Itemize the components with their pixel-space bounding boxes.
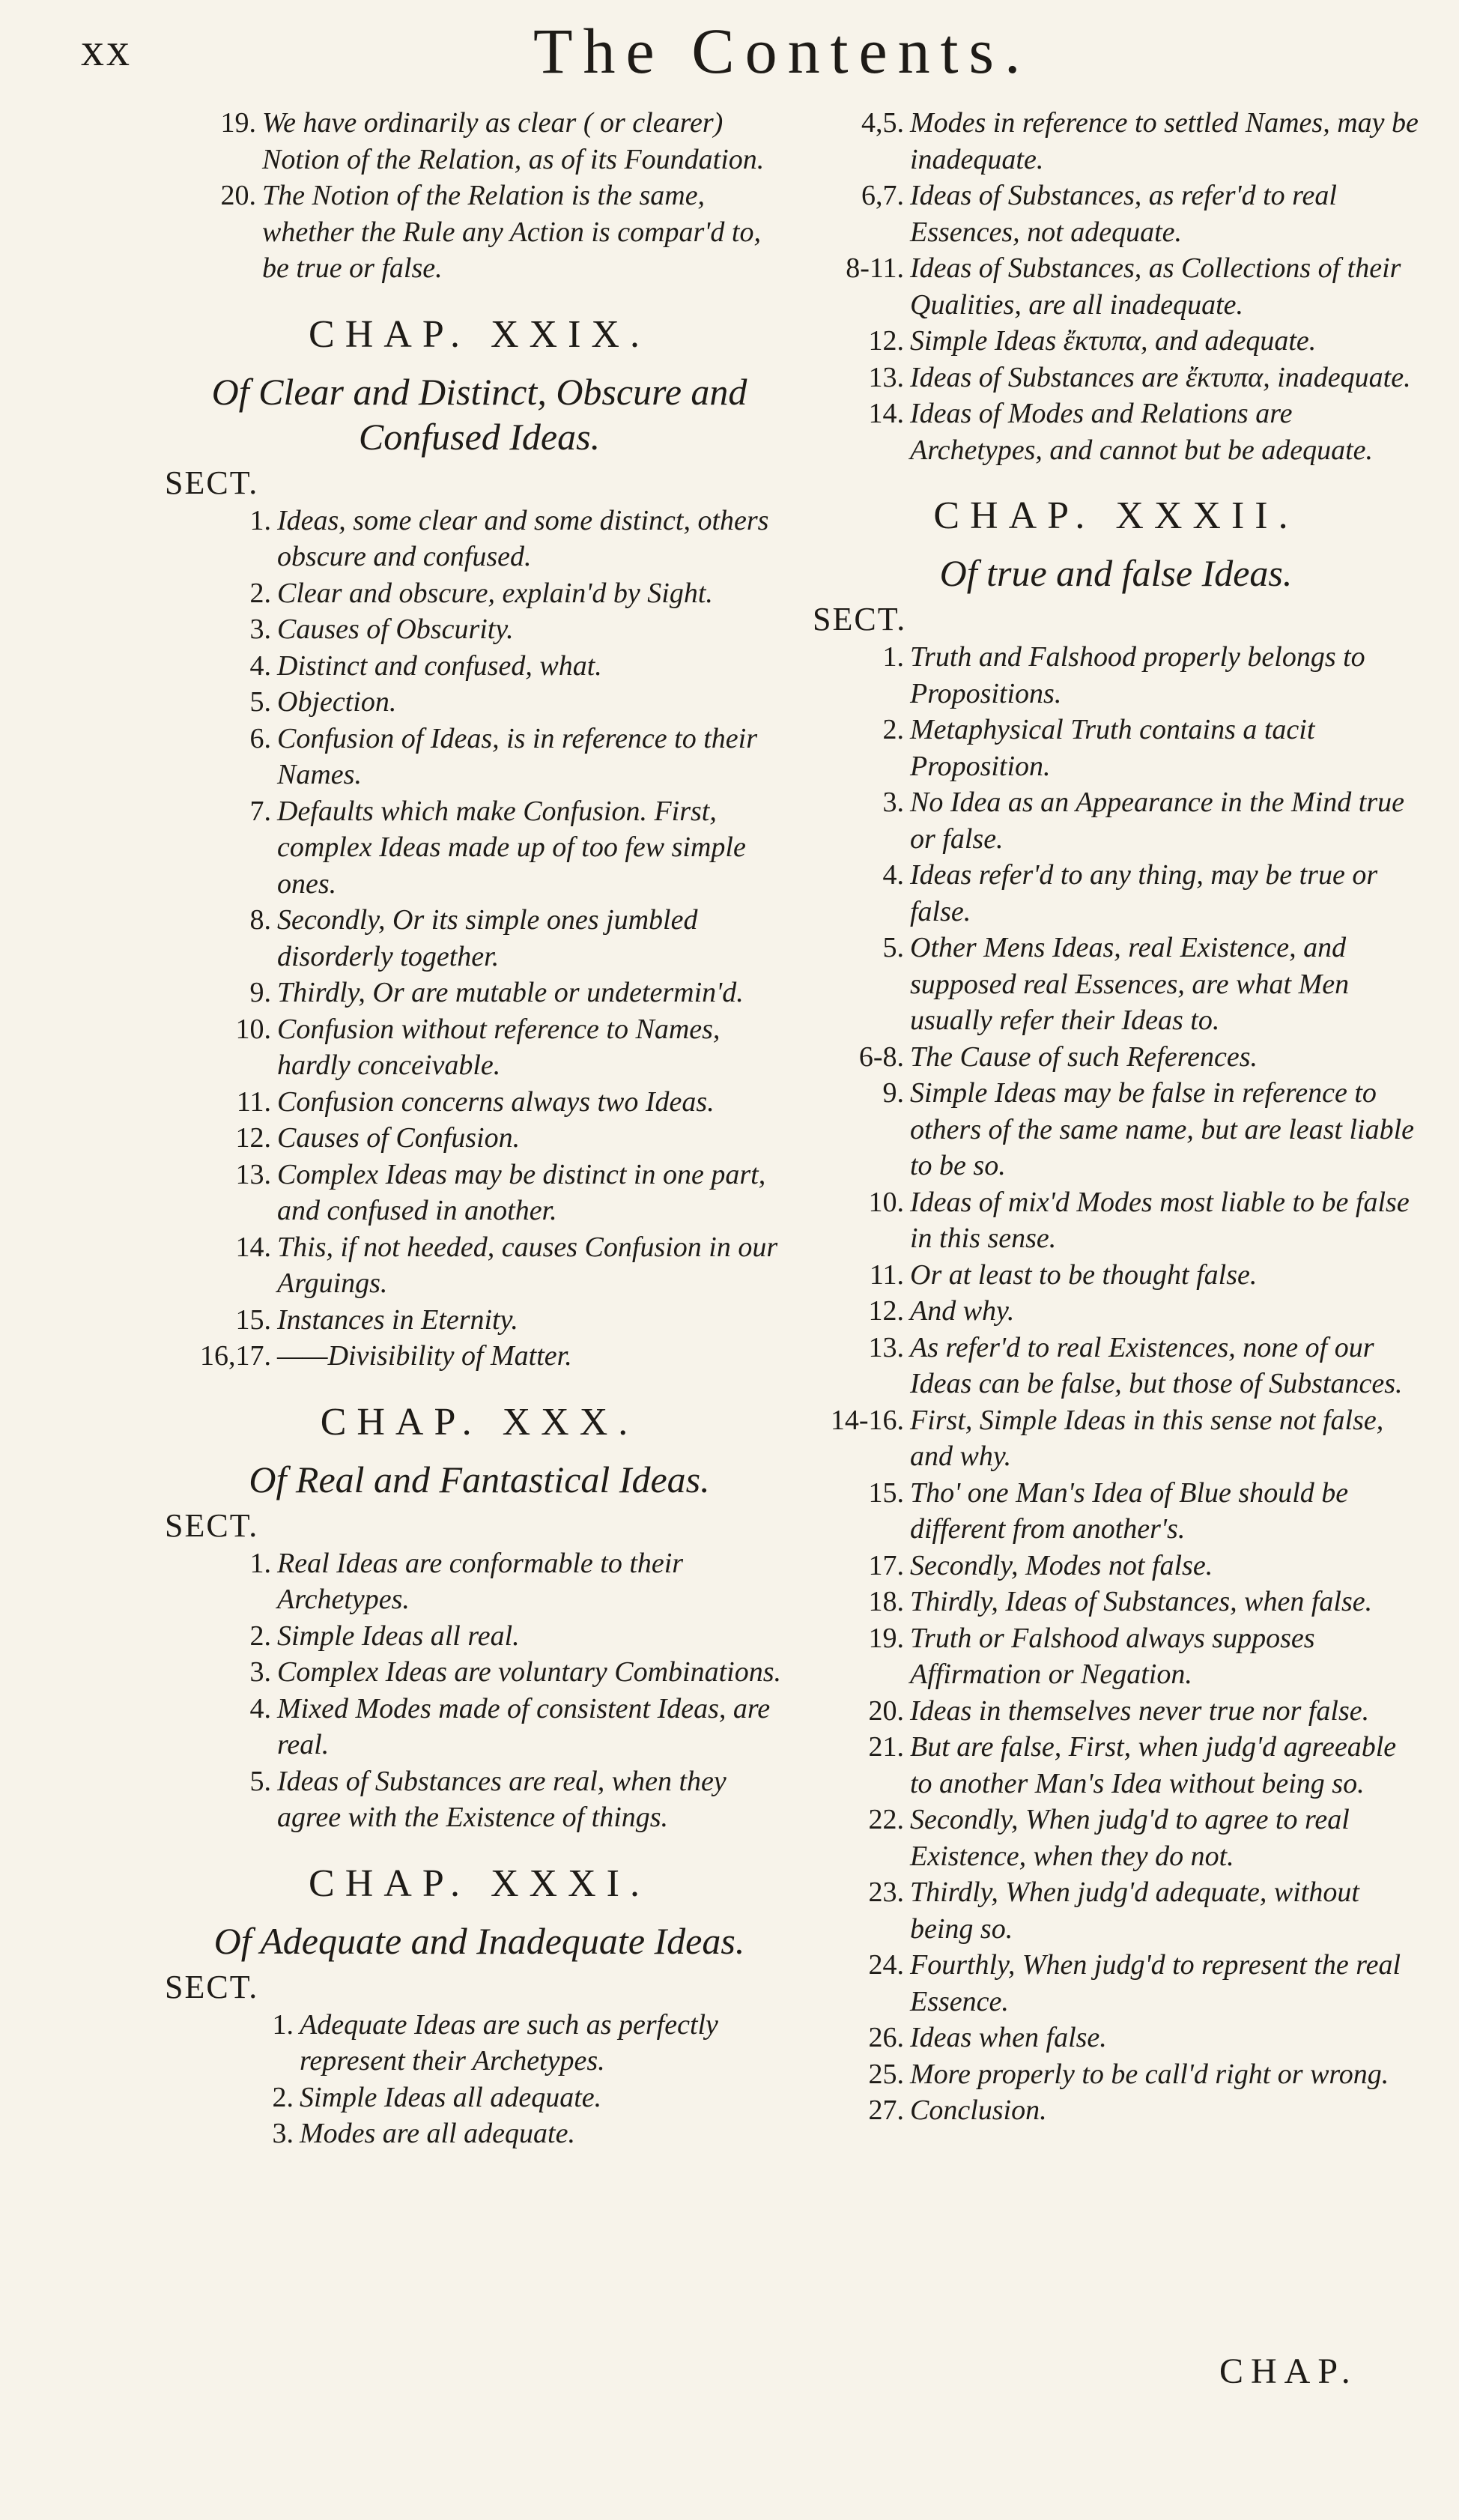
chapter-heading: CHAP. XXXII.	[933, 494, 1299, 537]
catchword: CHAP.	[1219, 2351, 1358, 2391]
toc-entry: 12. Simple Ideas ἔκτυπα, and adequate.	[868, 325, 1317, 357]
toc-entry: 13. Ideas of Substances are ἔκτυπα, inadequate.	[868, 361, 1411, 393]
toc-entry: 12. Causes of Confusion.	[235, 1122, 521, 1154]
toc-entry: 9. Thirdly, Or are mutable or undetermin'd.	[249, 977, 744, 1008]
toc-entry: 4. Ideas refer'd to any thing, may be true or false.	[882, 859, 1378, 927]
toc-entry: 3. Causes of Obscurity.	[249, 614, 514, 645]
toc-entry: 17. Secondly, Modes not false.	[868, 1549, 1213, 1581]
toc-entry: 7. Defaults which make Confusion. First, complex Ideas made up of too few simple ones.	[249, 795, 746, 900]
toc-entry: 1. Ideas, some clear and some distinct, others obscure and confused.	[249, 504, 769, 572]
chapter-29	[165, 311, 794, 1375]
chapter-28-continuation	[195, 105, 794, 287]
toc-entry: 10. Ideas of mix'd Modes most liable to be false in this sense.	[868, 1186, 1410, 1254]
toc-entry: 8-11. Ideas of Substances, as Collections of their Qualities, are all inadequate.	[846, 252, 1401, 321]
toc-entry: 6,7. Ideas of Substances, as refer'd to real Essences, not adequate.	[861, 180, 1337, 248]
toc-entry: 15. Tho' one Man's Idea of Blue should be different from another's.	[868, 1476, 1349, 1545]
toc-entry: 25. More properly to be call'd right or wrong.	[868, 2058, 1389, 2090]
toc-entry: 23. Thirdly, When judg'd adequate, without being so.	[868, 1877, 1359, 1945]
sect-label: SECT.	[165, 1506, 259, 1544]
page-number: xx	[81, 25, 132, 76]
toc-entry: 14-16. First, Simple Ideas in this sense not false, and why.	[830, 1404, 1384, 1472]
toc-entry: 2. Simple Ideas all real.	[249, 1620, 520, 1652]
sect-label: SECT.	[165, 464, 259, 501]
toc-entry: 9. Simple Ideas may be false in reference to others of the same name, but are least liable to be so.	[882, 1077, 1414, 1181]
toc-entry: 24. Fourthly, When judg'd to represent the real Essence.	[868, 1949, 1401, 2017]
toc-entry: 19. We have ordinarily as clear ( or clearer) Notion of the Relation, as of its Foundation.	[220, 107, 765, 175]
toc-entry: 1. Truth and Falshood properly belongs to Propositions.	[882, 641, 1365, 709]
toc-entry: 15. Instances in Eternity.	[235, 1303, 518, 1336]
chapter-title: Of true and false Ideas.	[939, 552, 1293, 594]
toc-entry: 6-8. The Cause of such References.	[858, 1041, 1258, 1073]
toc-entry: 20. Ideas in themselves never true nor false.	[868, 1694, 1370, 1727]
toc-entry: 10. Confusion without reference to Names, hardly conceivable.	[235, 1013, 721, 1081]
toc-entry: 5. Objection.	[249, 686, 397, 718]
toc-entry: 18. Thirdly, Ideas of Substances, when false.	[868, 1586, 1373, 1617]
chapter-title: Of Real and Fantastical Ideas.	[249, 1458, 710, 1500]
toc-entry: 26. Ideas when false.	[868, 2022, 1107, 2053]
chapter-title: Of Clear and Distinct, Obscure and Confused Ideas.	[211, 370, 747, 458]
toc-entry: 14. Ideas of Modes and Relations are Archetypes, and cannot but be adequate.	[868, 398, 1374, 466]
toc-entry: 5. Ideas of Substances are real, when they agree with the Existence of things.	[249, 1765, 727, 1833]
toc-entry: 5. Other Mens Ideas, real Existence, and supposed real Essences, are what Men usually refer their Ideas to.	[882, 932, 1350, 1036]
sect-label: SECT.	[165, 1968, 259, 2005]
toc-entry: 22. Secondly, When judg'd to agree to real Existence, when they do not.	[868, 1804, 1350, 1872]
toc-entry: 14. This, if not heeded, causes Confusion in our Arguings.	[235, 1231, 778, 1299]
toc-entry: 2. Clear and obscure, explain'd by Sight.	[249, 577, 713, 609]
chapter-heading: CHAP. XXX.	[320, 1400, 639, 1444]
toc-entry: 8. Secondly, Or its simple ones jumbled disorderly together.	[249, 904, 698, 972]
toc-entry: 20. The Notion of the Relation is the same, whether the Rule any Action is compar'd to, be true or false.	[220, 180, 761, 284]
toc-entry: 1. Real Ideas are conformable to their Archetypes.	[249, 1547, 684, 1615]
chapter-32	[813, 492, 1419, 2129]
toc-entry: 2. Metaphysical Truth contains a tacit Proposition.	[882, 714, 1315, 782]
chapter-30	[165, 1399, 794, 1836]
right-column	[813, 105, 1419, 2129]
toc-entry: 21. But are false, First, when judg'd agreeable to another Man's Idea without being so.	[868, 1731, 1397, 1799]
chapter-title: Of Adequate and Inadequate Ideas.	[213, 1919, 745, 1962]
toc-entry: 4,5. Modes in reference to settled Names, may be inadequate.	[861, 107, 1419, 175]
toc-entry: 3. No Idea as an Appearance in the Mind true or false.	[882, 787, 1404, 855]
toc-entry: 19. Truth or Falshood always supposes Affirmation or Negation.	[868, 1622, 1315, 1690]
toc-entry: 12. And why.	[868, 1295, 1015, 1327]
running-title: The Contents.	[533, 15, 1031, 87]
toc-entry: 4. Mixed Modes made of consistent Ideas, are real.	[249, 1692, 771, 1760]
toc-entry: 13. As refer'd to real Existences, none of our Ideas can be false, but those of Substances.	[868, 1331, 1403, 1399]
chapter-31	[165, 1860, 794, 2152]
toc-entry: 13. Complex Ideas may be distinct in one part, and confused in another.	[235, 1158, 766, 1226]
toc-entry: 16,17. ——Divisibility of Matter.	[200, 1340, 572, 1372]
sect-label: SECT.	[813, 601, 907, 637]
toc-entry: 11. Confusion concerns always two Ideas.	[236, 1085, 715, 1118]
chapter-31-continuation	[813, 105, 1419, 468]
toc-entry: 1. Adequate Ideas are such as perfectly represent their Archetypes.	[272, 2008, 718, 2077]
toc-entry: 4. Distinct and confused, what.	[249, 649, 602, 682]
toc-entry: 3. Complex Ideas are voluntary Combinations.	[249, 1656, 782, 1688]
toc-entry: 6. Confusion of Ideas, is in reference to their Names.	[249, 722, 757, 790]
chapter-heading: CHAP. XXXI.	[309, 1862, 650, 1905]
left-column	[165, 105, 794, 2152]
toc-entry: 2. Simple Ideas all adequate.	[272, 2081, 602, 2113]
toc-entry: 3. Modes are all adequate.	[272, 2118, 575, 2149]
toc-entry: 27. Conclusion.	[868, 2095, 1047, 2126]
chapter-heading: CHAP. XXIX.	[309, 312, 650, 356]
toc-entry: 11. Or at least to be thought false.	[869, 1259, 1258, 1291]
